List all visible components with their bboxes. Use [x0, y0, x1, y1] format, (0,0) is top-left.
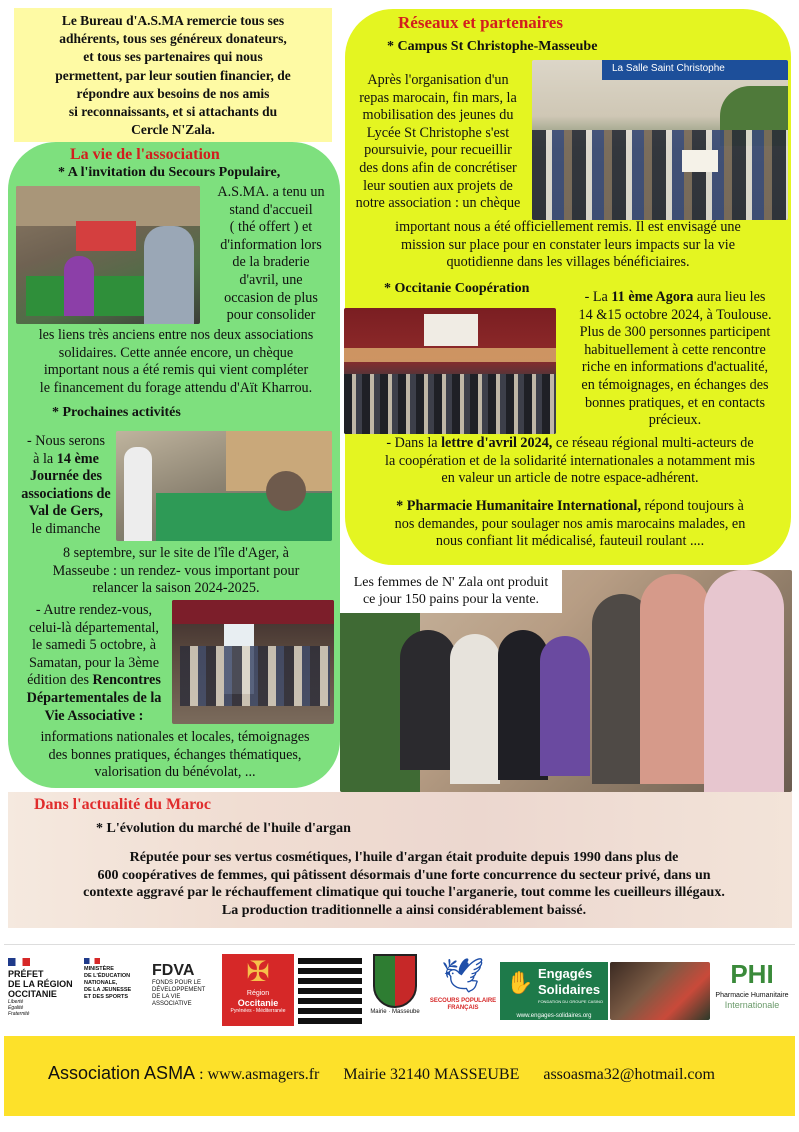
text-line: - Autre rendez-vous,: [35, 602, 153, 618]
logo-text: FONDATION DU GROUPE CASINO: [538, 999, 604, 1004]
agora-text: [558, 289, 792, 430]
logo-text: Pharmacie Humanitaire: [715, 992, 789, 999]
campus-sign-text: La Salle Saint Christophe: [612, 63, 725, 74]
text-line: Journée des: [29, 468, 103, 485]
text-line: en témoignages, en échanges des: [581, 376, 769, 393]
text-line: Val de Gers,: [29, 503, 103, 520]
text-line: - Nous serons: [26, 433, 106, 449]
secours-populaire-logo: [428, 954, 498, 1026]
april-newsletter-text: [350, 435, 790, 488]
footer-contact-line: [48, 1063, 715, 1084]
text-line: des dons afin de concrétiser: [359, 159, 517, 176]
text-span: aura lieu les: [693, 289, 766, 305]
agora-conference-photo: [344, 308, 556, 434]
text-line: poursuivie, pour recueillir: [364, 142, 512, 159]
prefet-occitanie-logo: [8, 958, 80, 1024]
logo-text: DÉVELOPPEMENT: [152, 987, 206, 993]
nzala-women-caption: [340, 570, 562, 613]
argan-oil-text: [18, 849, 790, 920]
campus-heading: * Campus St Christophe-Masseube: [387, 39, 598, 54]
text-line: notre association : un chèque: [355, 195, 521, 212]
text-line: Masseube : un rendez- vous important pour: [52, 562, 300, 579]
text-line: contexte aggravé par le réchauffement climatique qui touche l'arganerie, tout comme les cueilleurs illégaux.: [83, 885, 725, 901]
intro-thanks-box: [14, 8, 332, 142]
text-line: associations de: [21, 485, 111, 502]
pharmacy-child-photo: [610, 962, 710, 1020]
logo-text: PRÉFET: [8, 969, 44, 979]
text-line: habituellement à cette rencontre: [584, 341, 766, 358]
fdva-logo: [152, 962, 218, 1022]
text-line: Après l'organisation d'un: [367, 72, 509, 88]
logo-text: OCCITANIE: [8, 989, 57, 999]
dove-hand-icon: 🕊: [441, 957, 485, 995]
secours-populaire-text: [207, 184, 335, 325]
val-de-gers-day-text: [16, 433, 116, 539]
logo-text: DE LA VIE: [152, 994, 181, 1000]
text-line: ( thé offert ) et: [229, 219, 313, 236]
secours-populaire-heading: * A l'invitation du Secours Populaire,: [58, 165, 281, 180]
logo-text: FONDS POUR LE: [152, 980, 202, 986]
text-line: Départementales de la: [26, 689, 162, 706]
text-line: riche en informations d'actualité,: [581, 359, 769, 376]
text-line: mobilisation des jeunes du: [362, 107, 514, 124]
logo-text: www.engages-solidaires.org: [516, 1013, 592, 1019]
footer-association-name: Association ASMA: [48, 1063, 196, 1083]
phi-logo: [712, 956, 792, 1026]
text-line: le dimanche: [31, 520, 101, 537]
ministere-logo: [84, 958, 150, 1024]
logo-text: Liberté: [8, 999, 24, 1005]
text-line: A.S.MA. a tenu un: [217, 184, 325, 200]
intro-line: Le Bureau d'A.S.MA remercie tous ses: [61, 13, 285, 28]
text-line: 600 coopératives de femmes, qui pâtissent désormais d'une forte concurrence du secteur privé, dans un: [97, 867, 711, 883]
campus-text-continued: [348, 219, 788, 272]
secours-populaire-text-continued: [16, 327, 336, 397]
networks-partners-title: Réseaux et partenaires: [398, 13, 563, 32]
intro-line: si reconnaissants, et si attachants du: [68, 104, 278, 120]
handshake-icon: ✋: [506, 970, 534, 995]
text-span: 14 ème: [56, 450, 99, 467]
text-line: la coopération et de la solidarité internationales a notamment mis: [385, 452, 755, 469]
val-de-gers-day-text-continued: [16, 545, 336, 598]
occitan-cross-icon: ✠: [246, 956, 270, 987]
footer-address: Mairie 32140 MASSEUBE: [343, 1066, 520, 1083]
text-line: Réputée pour ses vertus cosmétiques, l'huile d'argan était produite depuis 1990 dans plus de: [129, 850, 679, 865]
text-line: le financement du forage attendu d'Aït Kharrou.: [39, 379, 313, 396]
text-line: [350, 435, 790, 453]
logo-text: MINISTÈRE: [84, 966, 114, 972]
logo-text: NATIONALE,: [84, 980, 118, 986]
logo-text: ET DES SPORTS: [84, 994, 129, 1000]
logo-text: Égalité: [8, 1005, 24, 1011]
text-line: précieux.: [648, 412, 702, 429]
region-occitanie-logo: [222, 954, 294, 1026]
text-line: [350, 498, 790, 516]
text-line: [16, 672, 172, 690]
text-line: nous confiant lit médicalisé, fauteuil roulant ....: [435, 533, 705, 550]
campus-cheque-photo: [532, 60, 788, 220]
logo-text: FDVA: [152, 962, 195, 979]
upcoming-activities-heading: * Prochaines activités: [52, 405, 181, 420]
logo-text: Internationale: [724, 1000, 780, 1010]
occitanie-cooperation-heading: * Occitanie Coopération: [384, 281, 530, 296]
mairie-masseube-logo: Mairie · Masseube: [366, 954, 424, 1028]
text-span: ce réseau régional multi-acteurs de: [552, 435, 754, 451]
logo-text: Solidaires: [538, 982, 601, 997]
text-line: La production traditionnelle a ainsi considérablement baissé.: [221, 903, 587, 919]
association-life-title: La vie de l'association: [70, 146, 220, 163]
morocco-news-title: Dans l'actualité du Maroc: [34, 796, 212, 813]
text-line: important nous a été remis qui vient compléter: [43, 362, 309, 379]
ccfd-logo: [298, 956, 362, 1024]
intro-line: permettent, par leur soutien financier, de: [55, 67, 291, 83]
text-line: important nous a été officiellement remis. Il est envisagé une: [395, 219, 741, 235]
logo-text: Masseube: [392, 1009, 420, 1015]
engages-solidaires-logo: [500, 962, 608, 1020]
text-line: stand d'accueil: [229, 201, 313, 218]
logo-text: PHI: [730, 959, 774, 989]
text-line: valorisation du bénévolat, ...: [94, 764, 256, 781]
logo-text: Engagés: [538, 966, 593, 981]
text-line: relancer la saison 2024-2025.: [92, 580, 260, 597]
logo-text: Pyrénées - Méditerranée: [230, 1008, 286, 1014]
logo-text: Fraternité: [8, 1011, 30, 1017]
rencontres-group-photo: [172, 600, 334, 724]
text-span: - Dans la: [386, 435, 442, 451]
campus-text: [348, 72, 528, 213]
logo-text: Région: [246, 990, 270, 997]
footer-separator: :: [195, 1066, 208, 1083]
text-line: informations nationales et locales, témoignages: [40, 729, 310, 745]
text-span: édition des: [27, 672, 93, 689]
text-line: [558, 289, 792, 307]
intro-line: Cercle N'Zala.: [131, 122, 215, 138]
text-line: des bonnes pratiques, échanges thématiques,: [48, 746, 302, 763]
footer-email-link[interactable]: assoasma32@hotmail.com: [543, 1066, 715, 1083]
text-line: quotidienne dans les villages bénéficiaires.: [446, 254, 690, 271]
text-line: Samatan, pour la 3ème: [28, 654, 159, 671]
footer-website-link[interactable]: www.asmagers.fr: [207, 1066, 320, 1083]
text-line: pour consolider: [226, 307, 316, 324]
text-line: [16, 451, 116, 469]
masseube-crest-icon: [373, 954, 417, 1008]
text-line: solidaires. Cette année encore, un chèque: [58, 344, 294, 361]
logo-text: Occitanie: [237, 998, 279, 1008]
text-line: nos demandes, pour soulager nos amis marocains malades, en: [394, 515, 746, 532]
logo-text: SECOURS POPULAIRE FRANÇAIS: [429, 998, 497, 1011]
text-line: d'avril, une: [239, 271, 303, 288]
text-line: les liens très anciens entre nos deux associations: [38, 327, 314, 343]
rencontres-departementales-text-continued: [14, 729, 336, 782]
text-span: répond toujours à: [641, 498, 744, 514]
text-line: ce jour 150 pains pour la vente.: [362, 592, 540, 607]
text-line: de la braderie: [232, 254, 310, 271]
text-line: d'information lors: [220, 236, 322, 253]
text-line: celui-là départemental,: [29, 619, 159, 636]
rencontres-departementales-text: [16, 602, 172, 725]
logo-text: ASSOCIATIVE: [152, 1001, 192, 1007]
text-span: * Pharmacie Humanitaire International,: [396, 498, 641, 514]
intro-line: et tous ses partenaires qui nous: [83, 49, 263, 65]
logo-text: DE L'ÉDUCATION: [84, 973, 131, 979]
text-span: lettre d'avril 2024,: [441, 435, 553, 451]
secours-populaire-photo: [16, 186, 200, 324]
val-de-gers-stand-photo: [116, 431, 332, 541]
text-line: Lycée St Christophe s'est: [366, 124, 510, 141]
text-line: Les femmes de N' Zala ont produit: [353, 575, 549, 590]
text-line: 8 septembre, sur le site de l'île d'Ager, à: [63, 545, 289, 561]
argan-oil-heading: * L'évolution du marché de l'huile d'argan: [96, 821, 351, 836]
text-line: le samedi 5 octobre, à: [31, 637, 157, 654]
text-line: en valeur un article de notre espace-adhérent.: [441, 470, 699, 487]
text-line: occasion de plus: [224, 289, 318, 306]
text-span: à la: [33, 450, 57, 467]
text-line: leur soutien aux projets de: [363, 177, 513, 194]
text-span: Rencontres: [92, 672, 161, 689]
text-line: Plus de 300 personnes participent: [579, 324, 771, 341]
text-span: 11 ème Agora: [611, 289, 694, 305]
text-line: repas marocain, fin mars, la: [359, 89, 517, 106]
logo-text: DE LA JEUNESSE: [84, 987, 132, 993]
text-line: mission sur place pour en constater leurs impacts sur la vie: [400, 236, 736, 253]
text-line: 14 &15 octobre 2024, à Toulouse.: [578, 306, 772, 323]
text-line: bonnes pratiques, et en contacts: [584, 394, 766, 411]
intro-line: adhérents, tous ses généreux donateurs,: [59, 31, 287, 47]
logo-text: DE LA RÉGION: [8, 979, 73, 989]
pharmacie-humanitaire-text: [350, 498, 790, 551]
text-line: Vie Associative :: [44, 707, 144, 724]
intro-line: répondre aux besoins de nos amis: [76, 85, 270, 101]
logo-text: Mairie: [370, 1009, 387, 1015]
text-span: - La: [584, 289, 612, 305]
